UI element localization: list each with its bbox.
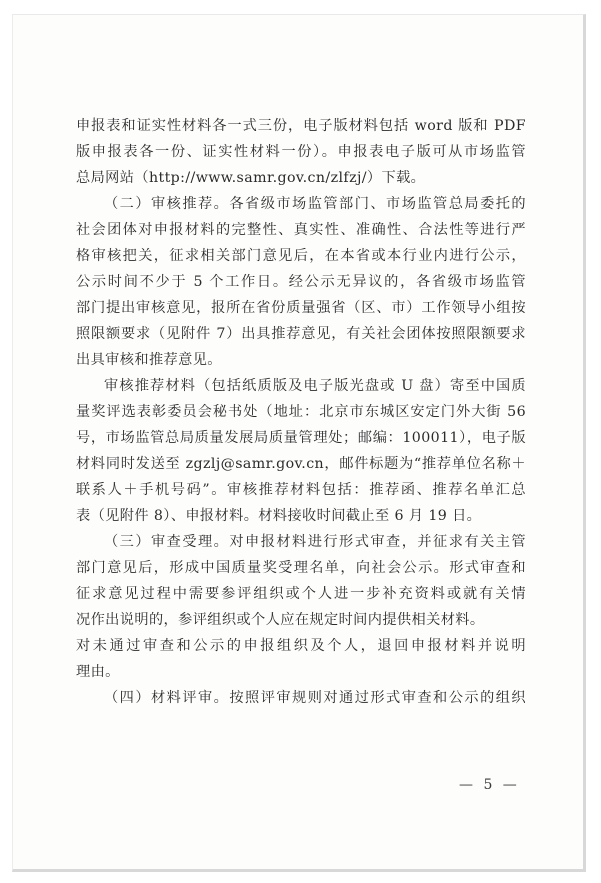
page-number: — 5 — <box>459 777 520 793</box>
section-heading-line: （四）材料评审。按照评审规则对通过形式审查和公示的组织 <box>104 690 526 706</box>
text-line: 部门意见后，形成中国质量奖受理名单，向社会公示。形式审查和 <box>76 560 526 576</box>
text-line: 格审核把关，征求相关部门意见后，在本省或本行业内进行公示， <box>76 248 526 264</box>
text-line: 表（见附件 8）、申报材料。材料接收时间截止至 6 月 19 日。 <box>76 508 482 524</box>
text-line: 号，市场监管总局质量发展局质量管理处；邮编：100011），电子版 <box>76 430 526 446</box>
text-line: 部门提出审核意见，报所在省份质量强省（区、市）工作领导小组按 <box>76 300 526 316</box>
paragraph-start-line: 审核推荐材料（包括纸质版及电子版光盘或 U 盘）寄至中国质 <box>104 378 526 394</box>
text-line: 出具审核和推荐意见。 <box>76 352 222 368</box>
text-line: 联系人＋手机号码”。审核推荐材料包括：推荐函、推荐名单汇总 <box>76 482 526 498</box>
section-heading-line: （二）审核推荐。各省级市场监管部门、市场监管总局委托的 <box>104 196 526 212</box>
document-body <box>76 113 526 711</box>
text-line: 对未通过审查和公示的申报组织及个人，退回申报材料并说明 <box>76 638 526 654</box>
section-heading-line: （三）审查受理。对申报材料进行形式审查，并征求有关主管 <box>104 534 526 550</box>
text-line: 材料同时发送至 zgzlj@samr.gov.cn，邮件标题为“推荐单位名称＋ <box>76 456 526 472</box>
text-line: 征求意见过程中需要参评组织或个人进一步补充资料或就有关情 <box>76 586 526 602</box>
document-page <box>12 14 586 872</box>
text-line: 版申报表各一份、证实性材料一份）。申报表电子版可从市场监管 <box>76 144 526 160</box>
text-line: 照限额要求（见附件 7）出具推荐意见，有关社会团体按照限额要求 <box>76 326 526 342</box>
text-line: 社会团体对申报材料的完整性、真实性、准确性、合法性等进行严 <box>76 222 526 238</box>
text-line: 公示时间不少于 5 个工作日。经公示无异议的，各省级市场监管 <box>76 274 526 290</box>
text-line: 总局网站（http://www.samr.gov.cn/zlfzj/）下载。 <box>76 170 426 186</box>
text-line: 理由。 <box>76 664 120 680</box>
text-line: 量奖评选表彰委员会秘书处（地址：北京市东城区安定门外大街 56 <box>76 404 526 420</box>
text-line: 申报表和证实性材料各一式三份，电子版材料包括 word 版和 PDF <box>76 118 526 134</box>
text-line: 况作出说明的，参评组织或个人应在规定时间内提供相关材料。 <box>76 612 485 628</box>
